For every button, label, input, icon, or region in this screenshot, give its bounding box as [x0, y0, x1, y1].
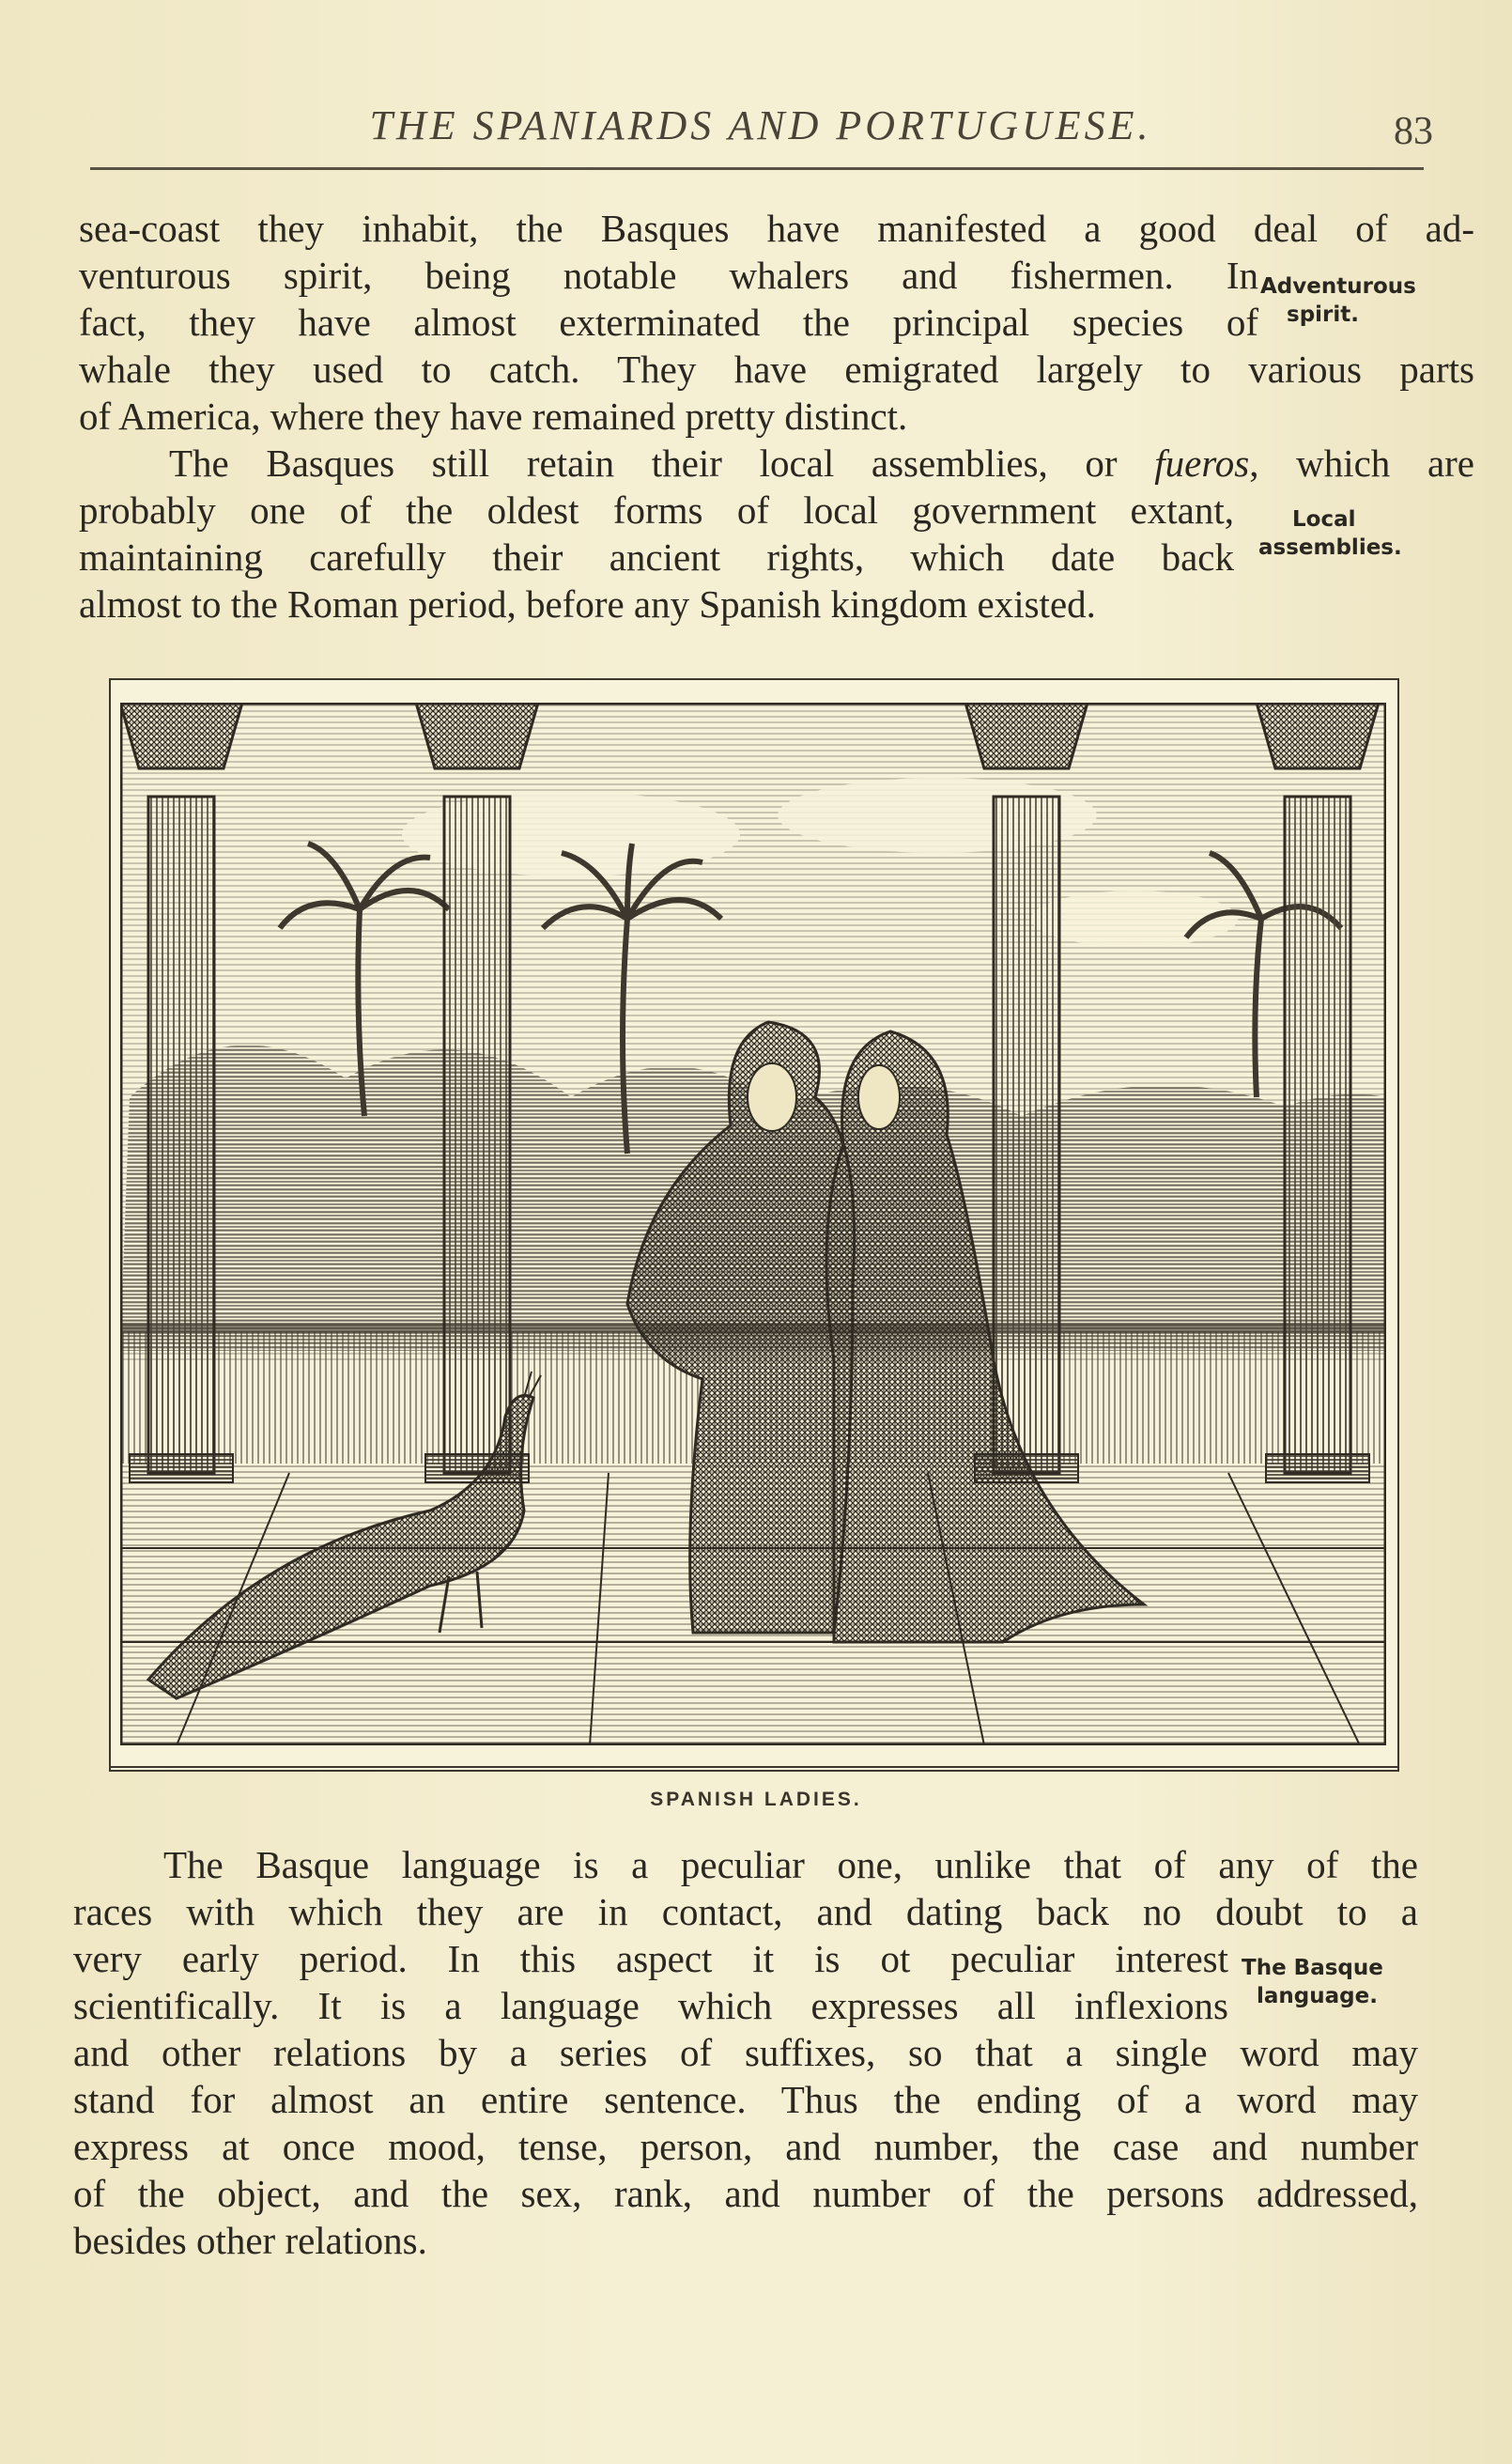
sidenote-line: The Basque	[1242, 1956, 1383, 1980]
sidenote-line: assemblies.	[1258, 535, 1402, 560]
bottom-paragraph	[73, 1841, 1418, 1935]
sidenote-adventurous	[1260, 272, 1416, 329]
top-paragraph-2-last	[79, 581, 1474, 628]
text-line: maintaining carefully their ancient rights, which date back	[79, 535, 1234, 579]
para2-end: , which are	[1249, 442, 1474, 485]
top-paragraph-1	[79, 205, 1474, 252]
text-line: of the object, and the sex, rank, and number of the persons addressed,	[73, 2172, 1418, 2215]
fueros-term: fueros	[1154, 442, 1250, 485]
text-line: probably one of the oldest forms of local government extant,	[79, 488, 1234, 532]
text-line: whale they used to catch. They have emigrated largely to various parts	[79, 348, 1474, 391]
top-paragraph-2	[79, 487, 1234, 581]
text-line: races with which they are in contact, and dating back no doubt to a	[73, 1890, 1418, 1933]
text-line: scientifically. It is a language which expresses all inflexions	[73, 1984, 1228, 2027]
sidenote-line: language.	[1257, 1984, 1378, 2008]
text-line: express at once mood, tense, person, and number, the case and number	[73, 2125, 1418, 2168]
text-line: very early period. In this aspect it is ot peculiar interest	[73, 1937, 1228, 1980]
sidenote-local	[1258, 505, 1402, 562]
sidenote-line: Adventurous	[1260, 274, 1416, 299]
text-line: stand for almost an entire sentence. Thus the ending of a word may	[73, 2078, 1418, 2121]
text-line: fact, they have almost exterminated the principal species of	[79, 301, 1258, 344]
sidenote-basque	[1242, 1954, 1383, 2010]
text-line: almost to the Roman period, before any Spanish kingdom existed.	[79, 582, 1096, 626]
text-line	[79, 440, 1474, 487]
top-paragraph-1-cont	[79, 346, 1474, 487]
top-paragraph-1-narrow	[79, 252, 1258, 346]
text-line: besides other relations.	[73, 2219, 427, 2262]
bottom-paragraph-narrow	[73, 1935, 1228, 2029]
sidenote-line: spirit.	[1287, 302, 1359, 327]
running-title: THE SPANIARDS AND PORTUGUESE.	[369, 102, 1152, 148]
text-line: sea-coast they inhabit, the Basques have manifested a good deal of ad-	[79, 207, 1474, 250]
spanish-ladies-engraving	[120, 703, 1386, 1745]
figure-caption: SPANISH LADIES.	[650, 1789, 862, 1810]
page-number: 83	[1394, 110, 1433, 153]
text-line: The Basque language is a peculiar one, unlike that of any of the	[163, 1843, 1418, 1886]
para2-start: The Basques still retain their local assemblies, or	[169, 442, 1118, 485]
header-rule	[90, 167, 1424, 170]
sidenote-line: Local	[1292, 507, 1356, 532]
text-line: and other relations by a series of suffixes, so that a single word may	[73, 2031, 1418, 2074]
text-line: of America, where they have remained pretty distinct.	[79, 395, 908, 438]
text-line: venturous spirit, being notable whalers and fishermen. In	[79, 254, 1258, 297]
bottom-paragraph-cont	[73, 2029, 1418, 2264]
figure-bottom-rule	[109, 1766, 1399, 1768]
